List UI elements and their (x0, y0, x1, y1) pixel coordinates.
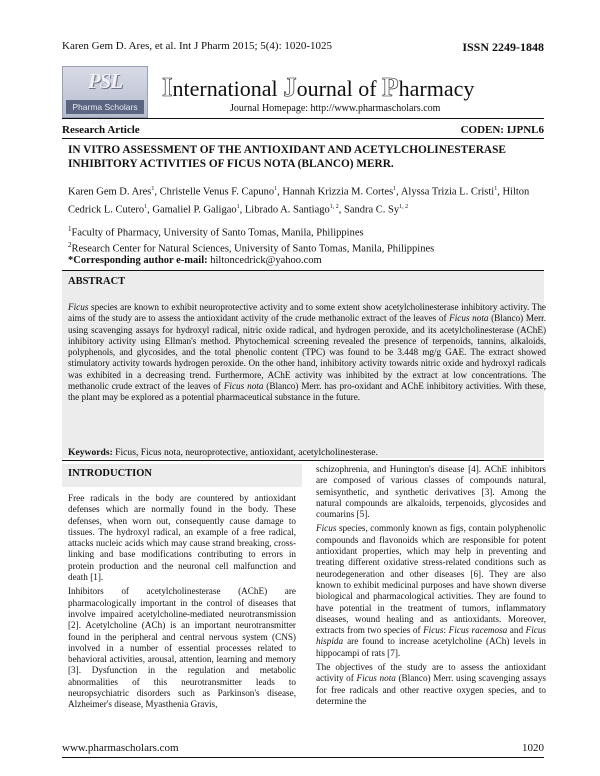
text-run: (Blanco) Merr. using scavenging assays for hydroxyl radical, nitric oxide radical, and hydrogen peroxide, and its acetylcholinesterase (AChE) inhibitory activity using Ellman's method. Phytochemical screening revealed the presence of terpenoids, tannins, alkaloids, polyphenols, and glycosides, and the total phenolic content (TPC) was found to be 3.448 mg/g GAE. The extract showed stimulatory activity towards hydrogen peroxide. On the other hand, inhibitory activity towards nitric oxide and hydroxyl radicals was exhibited in a decreasing trend. Furthermore, AChE activity was inhibited by the extract at low concentrations. The methanolic crude extract of the leaves of (68, 313, 546, 391)
logo-mark: PSL (87, 69, 123, 93)
coden: CODEN: IJPNL6 (460, 124, 544, 136)
italic-term: Ficus nota (223, 380, 264, 391)
author-name: Gamaliel P. Galigao (152, 204, 237, 215)
text-run: (Blanco) Merr. using scavenging assays for free radicals and other reactive oxygen species, and to determine the (316, 673, 546, 706)
footer-divider (62, 757, 544, 758)
logo-label: Pharma Scholars Library (66, 100, 144, 114)
italic-term: Ficus (316, 523, 337, 534)
section-heading-introduction: INTRODUCTION (68, 468, 153, 479)
keywords-list: Ficus, Ficus nota, neuroprotective, antioxidant, acetylcholinesterase. (112, 447, 378, 458)
author-name: Sandra C. Sy (344, 204, 400, 215)
running-header (62, 40, 544, 54)
abstract-divider (62, 460, 544, 461)
text-run: The objectives of the study are to assess the antioxidant activity of (316, 662, 546, 684)
title-word: ournal of (296, 76, 383, 101)
abstract-heading: ABSTRACT (68, 276, 126, 287)
author-name: Christelle Venus F. Capuno (159, 186, 275, 198)
text-run: : (443, 625, 449, 636)
keywords-label: Keywords: (68, 447, 113, 458)
italic-term: Ficus nota (449, 313, 489, 324)
body-column-left (68, 464, 296, 714)
author-affiliation-mark: 1 (274, 186, 278, 192)
author-name: Karen Gem D. Ares (68, 186, 152, 198)
citation-line: Karen Gem D. Ares, et al. Int J Pharm 2015; 5(4): 1020-1025 (62, 40, 333, 52)
author-affiliation-mark: 1 (151, 186, 155, 192)
author-affiliation-mark: 1 (236, 203, 240, 210)
author-name: Librado A. Santiago (244, 204, 330, 215)
italic-term: Ficus nota (356, 673, 396, 684)
author-name: Hilton Cedrick L. Cutero (68, 186, 530, 215)
title-initial: P (382, 72, 399, 102)
text-run: species, commonly known as figs, contain polyphenolic compounds and flavonoids which are responsible for potent antioxidant properties, which may help in preventing and treating different oxidative stress-related conditions such as neurodegeneration and other diseases [6]. They are also known to exhibit medicinal purposes and have shown diverse biological and pharmacological activities. They are found to have potential in the treatment of tumors, inflammatory diseases, wound healing and as antioxidants. Moreover, extracts from two species of (316, 523, 546, 636)
text-run: are found to increase acetylcholine (ACh) levels in hippocampi of rats [7]. (316, 636, 546, 658)
italic-term: Ficus (423, 625, 444, 636)
body-paragraph (316, 523, 546, 659)
issn: ISSN 2249-1848 (462, 40, 544, 54)
text-run: Free radicals in the body are countered by antioxidant defenses which are normally found in the body. These defenses, when worn out, consequently cause damage to tissues. The hydroxyl radical, an example of a free radical, attacks nucleic acids which may cause strand breaking, cross-linking and base modifications contributing to errors in protein production and the neuronal cell malfunction and death [1]. (68, 493, 296, 583)
abstract-text (68, 293, 546, 413)
body-paragraph (68, 586, 296, 710)
author-list: Karen Gem D. Ares$^1$, Christelle Venus F. Capuno$^1$, Hannah Krizzia M. Cortes$^1$, Alyssa Trizia L. Cristi$^1$, Hilton Cedrick L. Cutero$^1$, Gamaliel P. Galigao$^1$, Librado A. Santiago$^{1, 2}$, Sandra C. Sy$^{1, 2}$ (68, 186, 530, 215)
italic-term: Ficus (68, 302, 89, 313)
right-paragraphs (316, 464, 546, 707)
author-affiliation-mark: 1, 2 (399, 203, 409, 210)
journal-title (162, 72, 474, 103)
author-affiliation-mark: 1 (494, 186, 498, 192)
header-divider (62, 118, 544, 119)
corresponding-email[interactable]: hiltoncedrick@yahoo.com (210, 255, 322, 266)
affiliation-1: $^1$Faculty of Pharmacy, University of Santo Tomas, Manila, Philippines (68, 225, 364, 239)
author-name: Alyssa Trizia L. Cristi (400, 186, 495, 198)
article-type-divider (62, 138, 544, 139)
author-affiliation-mark: 1 (144, 203, 148, 210)
body-paragraph (316, 662, 546, 707)
author-name: Hannah Krizzia M. Cortes (282, 186, 394, 198)
paper-title: IN VITRO ASSESSMENT OF THE ANTIOXIDANT AND ACETYLCHOLINESTERASE INHIBITORY ACTIVITIES OF FICUS NOTA (BLANCO) MERR. (68, 144, 506, 170)
corresponding-label: *Corresponding author e-mail: (68, 255, 208, 266)
body-paragraph (68, 493, 296, 583)
left-paragraphs (68, 493, 296, 711)
section-heading-box (62, 464, 302, 487)
article-type: Research Article (62, 124, 140, 136)
italic-term: Ficus hispida (316, 625, 546, 647)
keywords (68, 447, 546, 458)
author-affiliation-mark: 1, 2 (329, 203, 339, 210)
footer-url[interactable]: www.pharmascholars.com (62, 742, 179, 754)
publisher-logo (62, 66, 148, 126)
italic-term: Ficus racemosa (448, 625, 508, 636)
title-initial: J (283, 72, 297, 102)
text-run: (Blanco) Merr. has pro-oxidant and AChE inhibitory activities. With these, the plant may be explored as a potential pharmaceutical substance in the future. (68, 380, 547, 403)
title-initial: I (162, 72, 173, 102)
text-run: Inhibitors of acetylcholinesterase (AChE) are pharmacologically important in the control of diseases that involve impaired acetylcholine-mediated neurotransmission [2]. Acetylcholine (ACh) is an important neurotransmitter found in the peripheral and central nervous system (CNS) involved in a number of essential processes related to behavioral activities, arousal, attention, learning and memory [3]. Dysfunction in the regulation and metabolic abnormalities of this neurotransmitter leads to neuropsychiatric disorders such as Parkinson's disease, Alzheimer's disease, Myasthenia Gravis, (68, 586, 296, 710)
affiliation-2: $^2$Research Center for Natural Sciences, University of Santo Tomas, Manila, Philippines (68, 241, 435, 255)
text-run: and (507, 625, 526, 636)
body-paragraph (316, 464, 546, 520)
author-affiliation-mark: 1 (393, 186, 397, 192)
text-run: schizophrenia, and Hunington's disease [4]. AChE inhibitors are composed of various classes of compounds natural, semisynthetic, and synthetic derivatives [3]. Among the natural compounds are alkaloids, terpenoids, glycosides and coumarins [5]. (316, 464, 546, 520)
text-run: species are known to exhibit neuroprotective activity and to some extent show acetylcholinesterase inhibitory activity. The aims of the study are to assess the antioxidant activity of the crude methanolic extract of the leaves of (68, 302, 546, 324)
title-word: nternational (172, 76, 284, 101)
body-column-right (316, 464, 546, 710)
journal-homepage: Journal Homepage: http://www.pharmascholars.com (230, 103, 441, 114)
corresponding-author (68, 255, 322, 266)
page-number: 1020 (522, 742, 544, 754)
title-word: harmacy (398, 76, 475, 101)
abstract-paragraph (68, 302, 546, 403)
